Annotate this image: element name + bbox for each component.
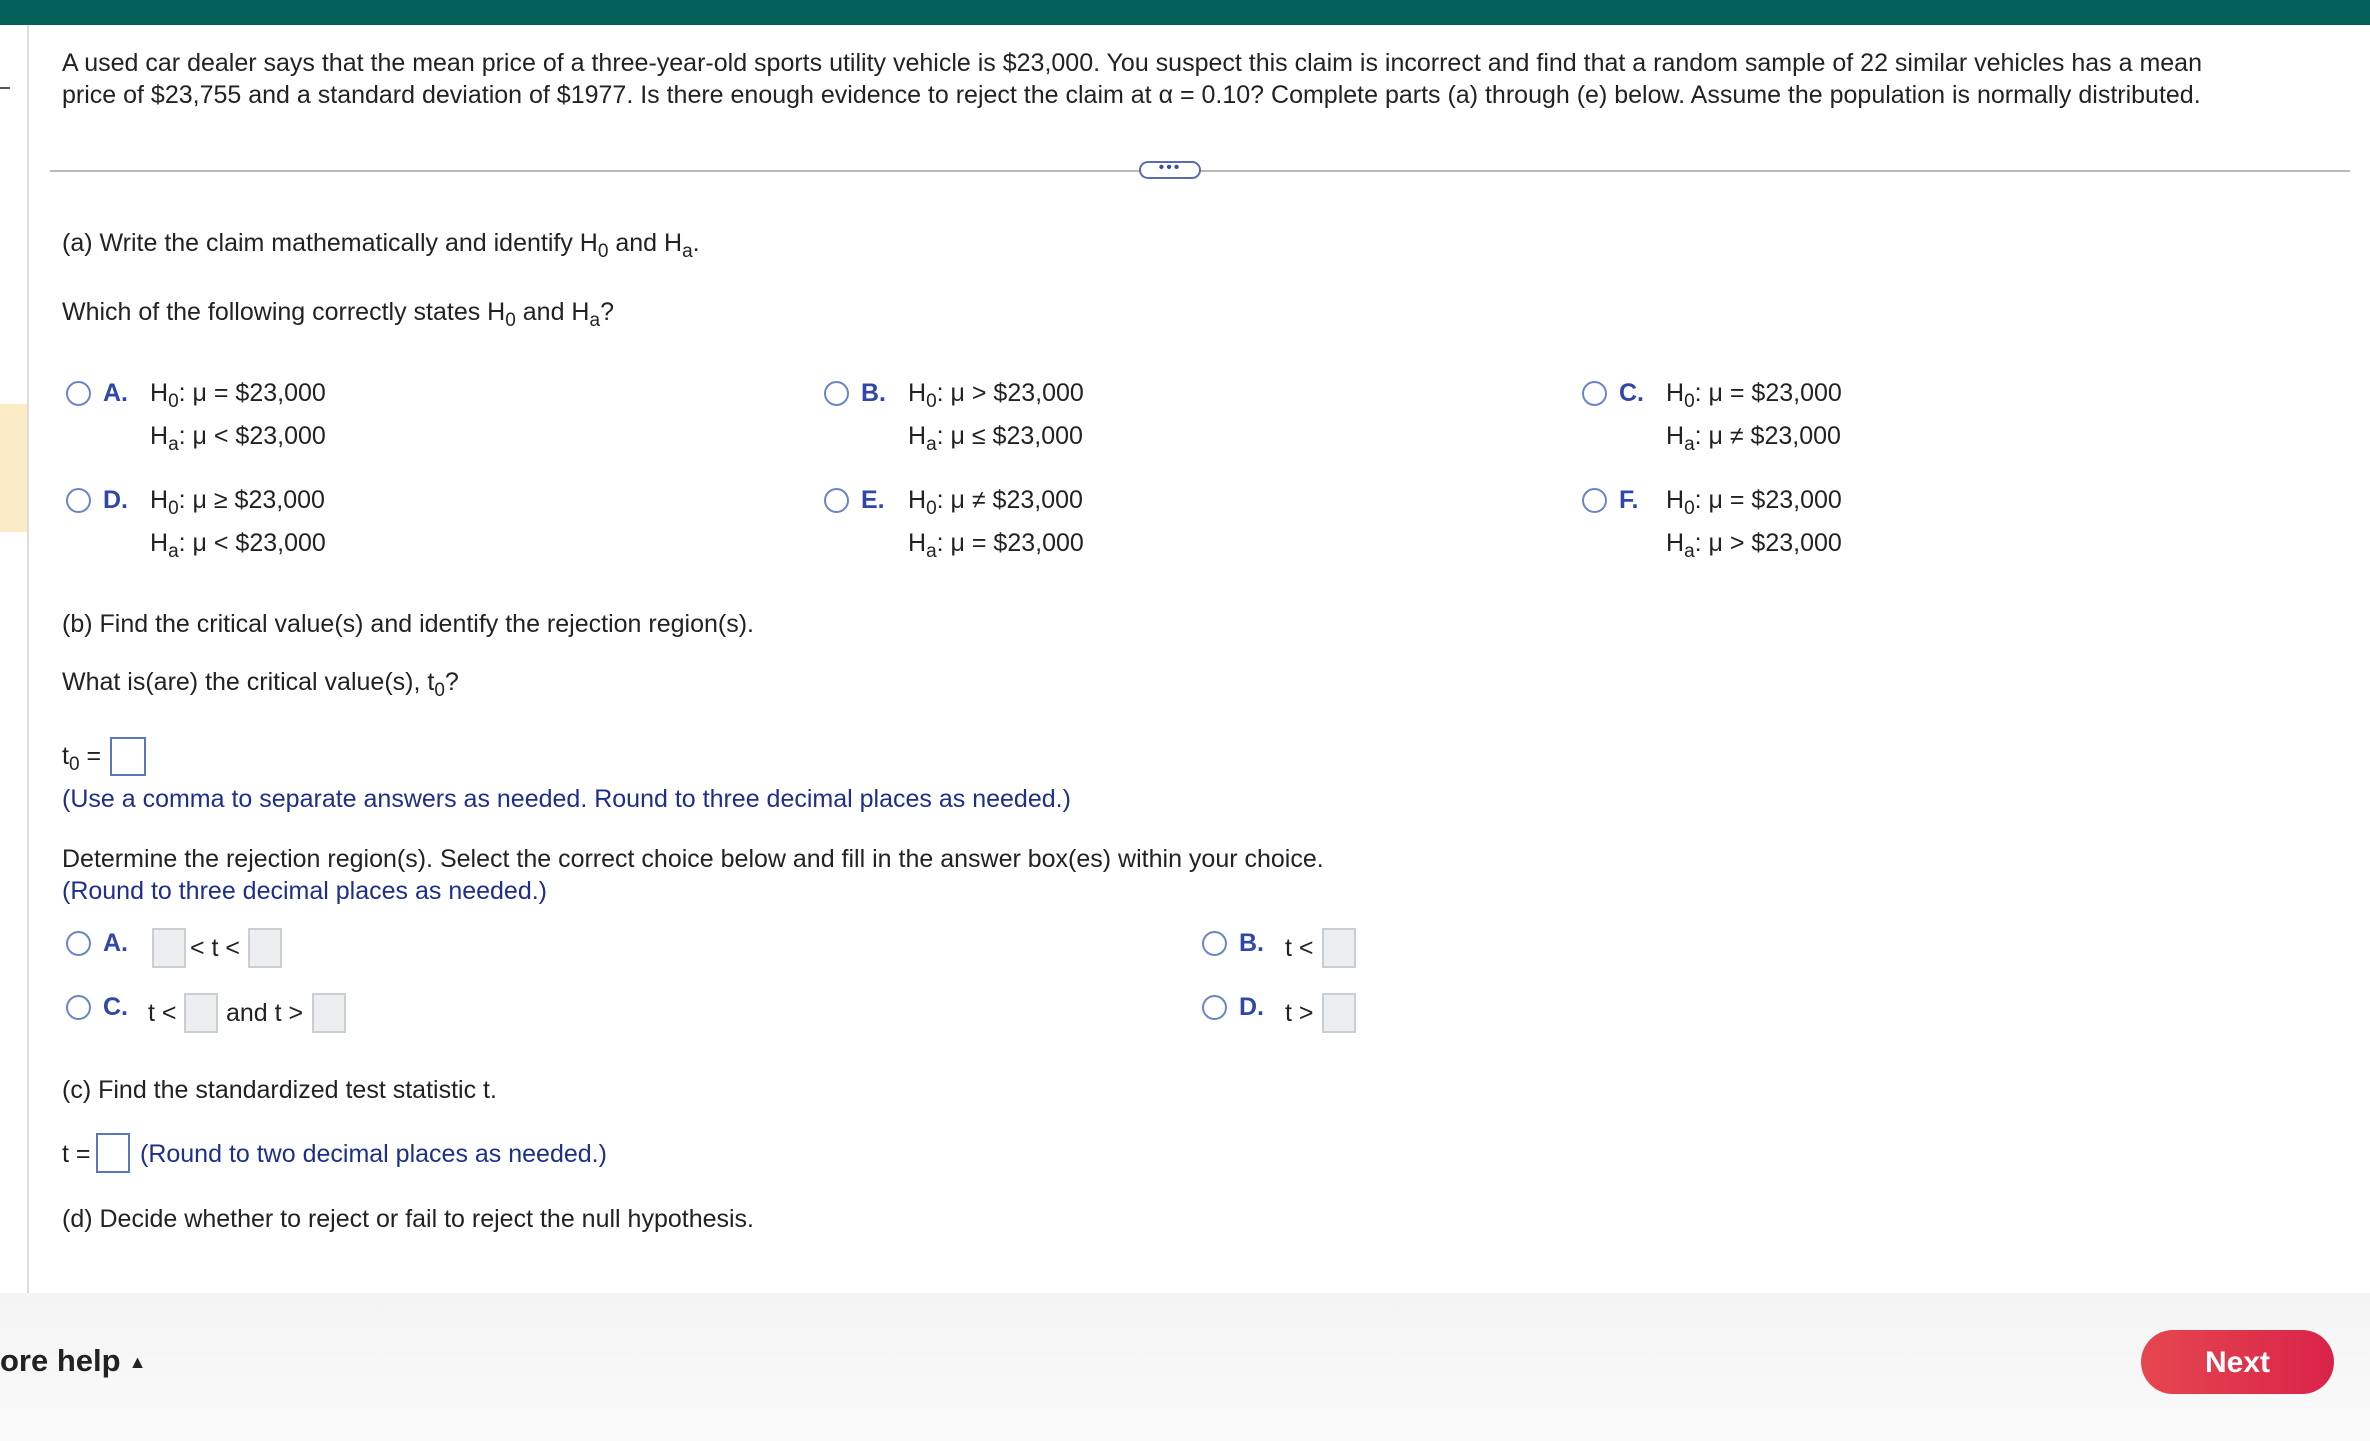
option-f-ha[interactable]: $H_a$: μ > $23,000 (1666, 529, 1842, 562)
option-d-ha[interactable]: $H_a$: μ < $23,000 (150, 529, 326, 562)
region-d-inequality: t > (1285, 999, 1314, 1027)
t0-label: $t_0$ = (62, 742, 102, 775)
option-c-radio[interactable] (1582, 381, 1607, 406)
region-option-c-letter[interactable]: C. (103, 993, 128, 1021)
t0-instruction: (Use a comma to separate answers as needed. Round to three decimal places as needed.) (62, 785, 1071, 813)
option-b-letter[interactable]: B. (861, 379, 886, 407)
region-option-d-letter[interactable]: D. (1239, 993, 1264, 1021)
region-d-box[interactable] (1322, 993, 1356, 1033)
more-help-link[interactable]: ore help ▲ (0, 1343, 147, 1378)
option-d-h0[interactable]: $H_0$: μ ≥ $23,000 (150, 486, 325, 519)
part-c-heading: (c) Find the standardized test statistic t. (62, 1076, 497, 1104)
option-e-ha[interactable]: $H_a$: μ = $23,000 (908, 529, 1084, 562)
problem-text-line-2: price of $23,755 and a standard deviation of $1977. Is there enough evidence to reject the claim at α = 0.10? Complete parts (a) through (e) below. Assume the population is normally distributed. (62, 81, 2201, 109)
region-a-inequality: < t < (190, 934, 241, 962)
option-e-letter[interactable]: E. (861, 486, 885, 514)
part-b-question: What is(are) the critical value(s), $t_0$? (62, 668, 459, 701)
option-e-radio[interactable] (824, 488, 849, 513)
region-option-b-letter[interactable]: B. (1239, 929, 1264, 957)
left-panel-highlight (0, 404, 27, 532)
problem-text-line-1: A used car dealer says that the mean price of a three-year-old sports utility vehicle is $23,000. You suspect this claim is incorrect and find that a random sample of 22 similar vehicles has a mean (62, 49, 2202, 77)
region-c-inequality-2: and t > (226, 999, 304, 1027)
option-a-ha[interactable]: $H_a$: μ < $23,000 (150, 422, 326, 455)
option-d-radio[interactable] (66, 488, 91, 513)
part-d-heading: (d) Decide whether to reject or fail to reject the null hypothesis. (62, 1205, 755, 1233)
region-b-inequality: t < (1285, 934, 1314, 962)
option-b-ha[interactable]: $H_a$: μ ≤ $23,000 (908, 422, 1083, 455)
option-b-radio[interactable] (824, 381, 849, 406)
option-f-radio[interactable] (1582, 488, 1607, 513)
part-b-heading: (b) Find the critical value(s) and identify the rejection region(s). (62, 610, 754, 638)
region-option-a-letter[interactable]: A. (103, 929, 128, 957)
option-a-radio[interactable] (66, 381, 91, 406)
t0-answer-box[interactable] (110, 737, 146, 776)
option-e-h0[interactable]: $H_0$: μ ≠ $23,000 (908, 486, 1083, 519)
option-f-h0[interactable]: $H_0$: μ = $23,000 (1666, 486, 1842, 519)
option-a-letter[interactable]: A. (103, 379, 128, 407)
option-c-ha[interactable]: $H_a$: μ ≠ $23,000 (1666, 422, 1841, 455)
option-c-h0[interactable]: $H_0$: μ = $23,000 (1666, 379, 1842, 412)
option-c-letter[interactable]: C. (1619, 379, 1644, 407)
region-b-box[interactable] (1322, 928, 1356, 968)
region-option-a-radio[interactable] (66, 931, 91, 956)
t-statistic-answer-box[interactable] (96, 1133, 130, 1173)
option-b-h0[interactable]: $H_0$: μ > $23,000 (908, 379, 1084, 412)
left-panel-marker (0, 87, 10, 89)
region-c-upper-box[interactable] (312, 993, 346, 1033)
region-c-inequality-1: t < (148, 999, 177, 1027)
footer-bar (0, 1293, 2370, 1441)
caret-up-icon: ▲ (128, 1352, 147, 1372)
region-a-upper-box[interactable] (248, 928, 282, 968)
region-option-b-radio[interactable] (1202, 931, 1227, 956)
part-a-question: Which of the following correctly states $H_0$ and $H_a$? (62, 298, 614, 331)
left-panel-border (27, 25, 29, 1293)
expand-more-button[interactable]: ••• (1139, 161, 1201, 179)
top-header-bar (0, 0, 2370, 25)
part-a-heading: (a) Write the claim mathematically and identify $H_0$ and $H_a$. (62, 229, 700, 262)
t-statistic-instruction: (Round to two decimal places as needed.) (140, 1140, 607, 1168)
option-a-h0[interactable]: $H_0$: μ = $23,000 (150, 379, 326, 412)
region-a-lower-box[interactable] (152, 928, 186, 968)
region-option-d-radio[interactable] (1202, 995, 1227, 1020)
rejection-region-prompt: Determine the rejection region(s). Select the correct choice below and fill in the answer box(es) within your choice. (62, 845, 1324, 873)
option-d-letter[interactable]: D. (103, 486, 128, 514)
next-button[interactable]: Next (2141, 1330, 2334, 1394)
region-c-lower-box[interactable] (184, 993, 218, 1033)
t-statistic-label: t = (62, 1140, 91, 1168)
rejection-region-instruction: (Round to three decimal places as needed.) (62, 877, 548, 905)
option-f-letter[interactable]: F. (1619, 486, 1639, 514)
region-option-c-radio[interactable] (66, 995, 91, 1020)
